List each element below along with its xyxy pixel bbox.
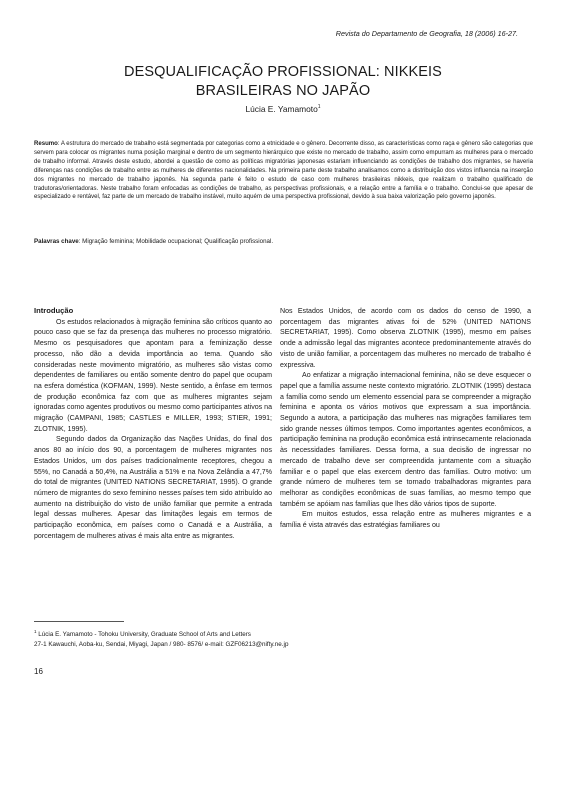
- abstract-label: Resumo: [34, 141, 58, 147]
- article-title: [30, 63, 536, 101]
- author-line: [30, 104, 536, 114]
- footnote-mark: 1: [34, 629, 37, 634]
- section-heading: Introdução: [34, 306, 74, 315]
- keywords-label: Palavras chave: [34, 238, 79, 245]
- abstract-text: : A estrutura do mercado de trabalho está segmentada por categorias como a etnicidade e o gênero. Decorrente disso, as características como raça e gênero são categorias que servem para colocar os migrantes numa posição marginal e dentro de um segmento hierárquico que existe no mercado de trabalho, assim como empurram as mulheres para o mercado de trabalho informal. Através deste estudo, abordei a questão de como as políticas migratórias japonesas estariam influenciando as condições de trabalho dos migrantes, se haveria diferenças nas condições de trabalho entre as mulheres de diferentes nacionalidades. Na primeira parte deste trabalho analisamos como a distribuição dos vistos influencia na inserção dos migrantes no mercado de trabalho japonês. Na segunda parte é feito o estudo de caso com mulheres brasileiras nikkeis, que realizam o trabalho qualificado de tradutoras/orientadoras. Neste trabalho foram enfocadas as condições de trabalho, as perspectivas profissionais, e a relação entre a família e o trabalho. Conclui-se que apesar de especializado e rentável, faz parte de um mercado de trabalho instável, muito aquém de uma perspectiva profissional, devido à sua baixa valorização pelo governo japonês.: [34, 141, 533, 201]
- footnote-divider: [34, 621, 124, 622]
- abstract: [34, 140, 533, 202]
- footnote-affiliation: Lúcia E. Yamamoto - Tohoku University, Graduate School of Arts and Letters: [36, 631, 251, 639]
- footnote-line-1: [34, 627, 533, 640]
- paragraph: Segundo dados da Organização das Nações Unidas, do final dos anos 80 ao início dos 90, a porcentagem de mulheres migrantes nos Estados Unidos, um dos países tradicionalmente receptores, chegou a 55%, no Canadá a 50,4%, na Austrália a 51% e na Nova Zelândia a 47,7% do total de migrantes (UNITED NATIONS SECRETARIAT, 1995). O grande número de migrantes do sexo feminino nesses países tem sido atribuído ao aumento na distribuição do visto de união familiar que permite a entrada legal dessas mulheres. Apesar das limitações legais em termos de participação econômica, em países como o Canadá e a Austrália, a porcentagem de mulheres ativas é mais alta entre as migrantes.: [34, 436, 272, 540]
- title-line-2: BRASILEIRAS NO JAPÃO: [195, 83, 371, 99]
- title-line-1: DESQUALIFICAÇÃO PROFISSIONAL: NIKKEIS: [124, 64, 442, 80]
- right-column: [280, 307, 531, 532]
- author-footnote-mark: 1: [317, 104, 321, 111]
- paragraph: Os estudos relacionados à migração feminina são críticos quanto ao pouco caso que se faz da presença das mulheres no processo migratório. Mesmo os pesquisadores que apontam para a feminização desse processo, não dão a devida importância ao tema. Quando são consideradas neste movimento migratório, as mulheres são vistas como dependentes de familiares ou então somente dentro do papel que ocupam na esfera doméstica (KOFMAN, 1999). Neste sentido, a ênfase em termos de produção econômica faz com que as mulheres migrantes sejam ignoradas como agentes produtivos ou mesmo como participantes ativos na migração (CAMPANI, 1985; CASTLES e MILLER, 1993; STIER, 1991; ZLOTNIK, 1995).: [34, 318, 272, 433]
- footnote-line-2: 27-1 Kawauchi, Aoba-ku, Sendai, Miyagi, Japan / 980- 8576/ e-mail: GZF06213@nifty.ne.jp: [34, 640, 289, 648]
- author-name: Lúcia E. Yamamoto: [245, 104, 318, 114]
- journal-header: Revista do Departamento de Geografia, 18 (2006) 16-27.: [335, 29, 518, 38]
- keywords-text: : Migração feminina; Mobilidade ocupacional; Qualificação profissional.: [78, 238, 274, 245]
- paragraph: Ao enfatizar a migração internacional feminina, não se deve esquecer o papel que a família assume neste contexto migratório. ZLOTNIK (1995) destaca a família como sendo um elemento essencial para se compreender a migração feminina e aponta os vários motivos que expressam a sua importância. Segundo a autora, a participação das mulheres nas migrações familiares tem sido grande nesses últimos tempos. Como importantes agentes econômicos, a participação feminina na produção econômica está intrinsecamente relacionada às necessidades familiares. Dessa forma, a sua decisão de ingressar no mercado de trabalho deve ser compreendida juntamente com a situação familiar e o papel que elas exercem dentro das famílias. Outro motivo: um grande número de mulheres tem se tornado trabalhadoras migrantes para melhorar as condições econômicas de suas famílias, ao mesmo tempo que também se apóiam nas famílias que lhes dão vários tipos de suporte.: [280, 372, 531, 508]
- footnote: [34, 627, 533, 650]
- paragraph: Em muitos estudos, essa relação entre as mulheres migrantes e a família é vista através das estratégias familiares ou: [280, 511, 531, 530]
- page-number: 16: [34, 667, 43, 676]
- paragraph: Nos Estados Unidos, de acordo com os dados do censo de 1990, a porcentagem das migrantes ativas foi de 52% (UNITED NATIONS SECRETARIAT, 1995). Como observa ZLOTNIK (1995), mesmo em países onde a admissão legal das migrantes acontece predominantemente através do visto de união familiar, a porcentagem das mulheres no mercado de trabalho é expressiva.: [280, 308, 531, 369]
- left-column: [34, 306, 272, 542]
- keywords: [34, 237, 533, 246]
